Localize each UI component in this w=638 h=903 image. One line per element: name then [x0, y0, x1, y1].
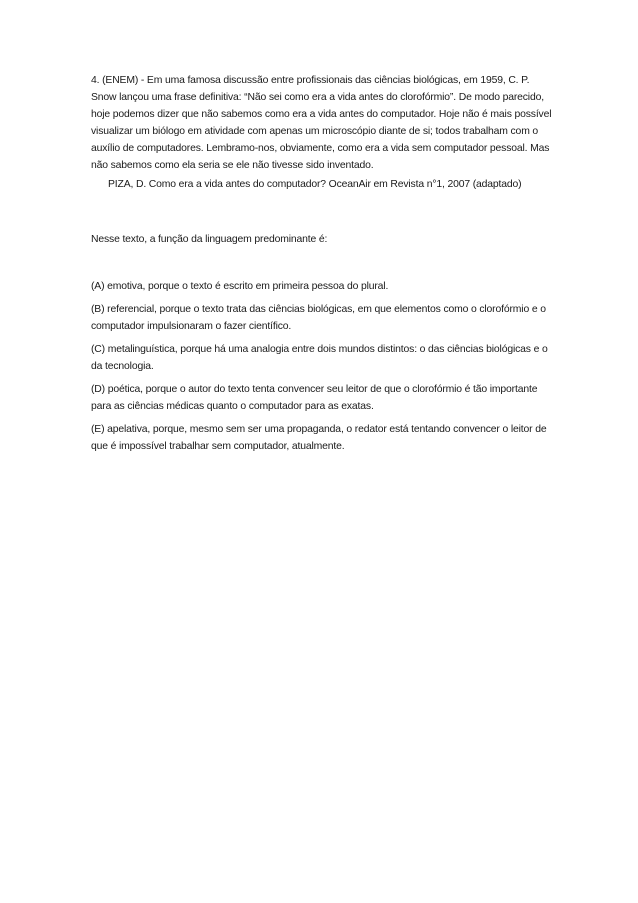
answer-options — [91, 278, 553, 455]
option-e: (E) apelativa, porque, mesmo sem ser uma propaganda, o redator está tentando convencer o leitor de que é impossível trabalhar sem computador, atualmente. — [91, 424, 547, 452]
question-block — [91, 72, 553, 461]
option-d: (D) poética, porque o autor do texto tenta convencer seu leitor de que o clorofórmio é tão importante para as ciências médicas quanto o computador para as exatas. — [91, 384, 538, 412]
option-b: (B) referencial, porque o texto trata das ciências biológicas, em que elementos como o clorofórmio e o computador impulsionaram o fazer científico. — [91, 304, 546, 332]
source-citation: PIZA, D. Como era a vida antes do computador? OceanAir em Revista n°1, 2007 (adaptado) — [108, 179, 522, 190]
option-a: (A) emotiva, porque o texto é escrito em primeira pessoa do plural. — [91, 281, 389, 292]
option-c: (C) metalinguística, porque há uma analogia entre dois mundos distintos: o das ciências biológicas e o da tecnologia. — [91, 344, 548, 372]
question-prompt: Nesse texto, a função da linguagem predominante é: — [91, 234, 328, 245]
question-text: 4. (ENEM) - Em uma famosa discussão entre profissionais das ciências biológicas, em 1959, C. P. Snow lançou uma frase definitiva: “Não sei como era a vida antes do clorofórmio”. De modo parecido, hoje podemos dizer que não sabemos como era a vida antes do computador. Hoje não é mais possível visualizar um biólogo em atividade com apenas um microscópio diante de si; todos trabalham com o auxílio de computadores. Lembramo-nos, obviamente, como era a vida sem computador pessoal. Mas não sabemos como ela seria se ele não tivesse sido inventado. — [91, 75, 552, 171]
